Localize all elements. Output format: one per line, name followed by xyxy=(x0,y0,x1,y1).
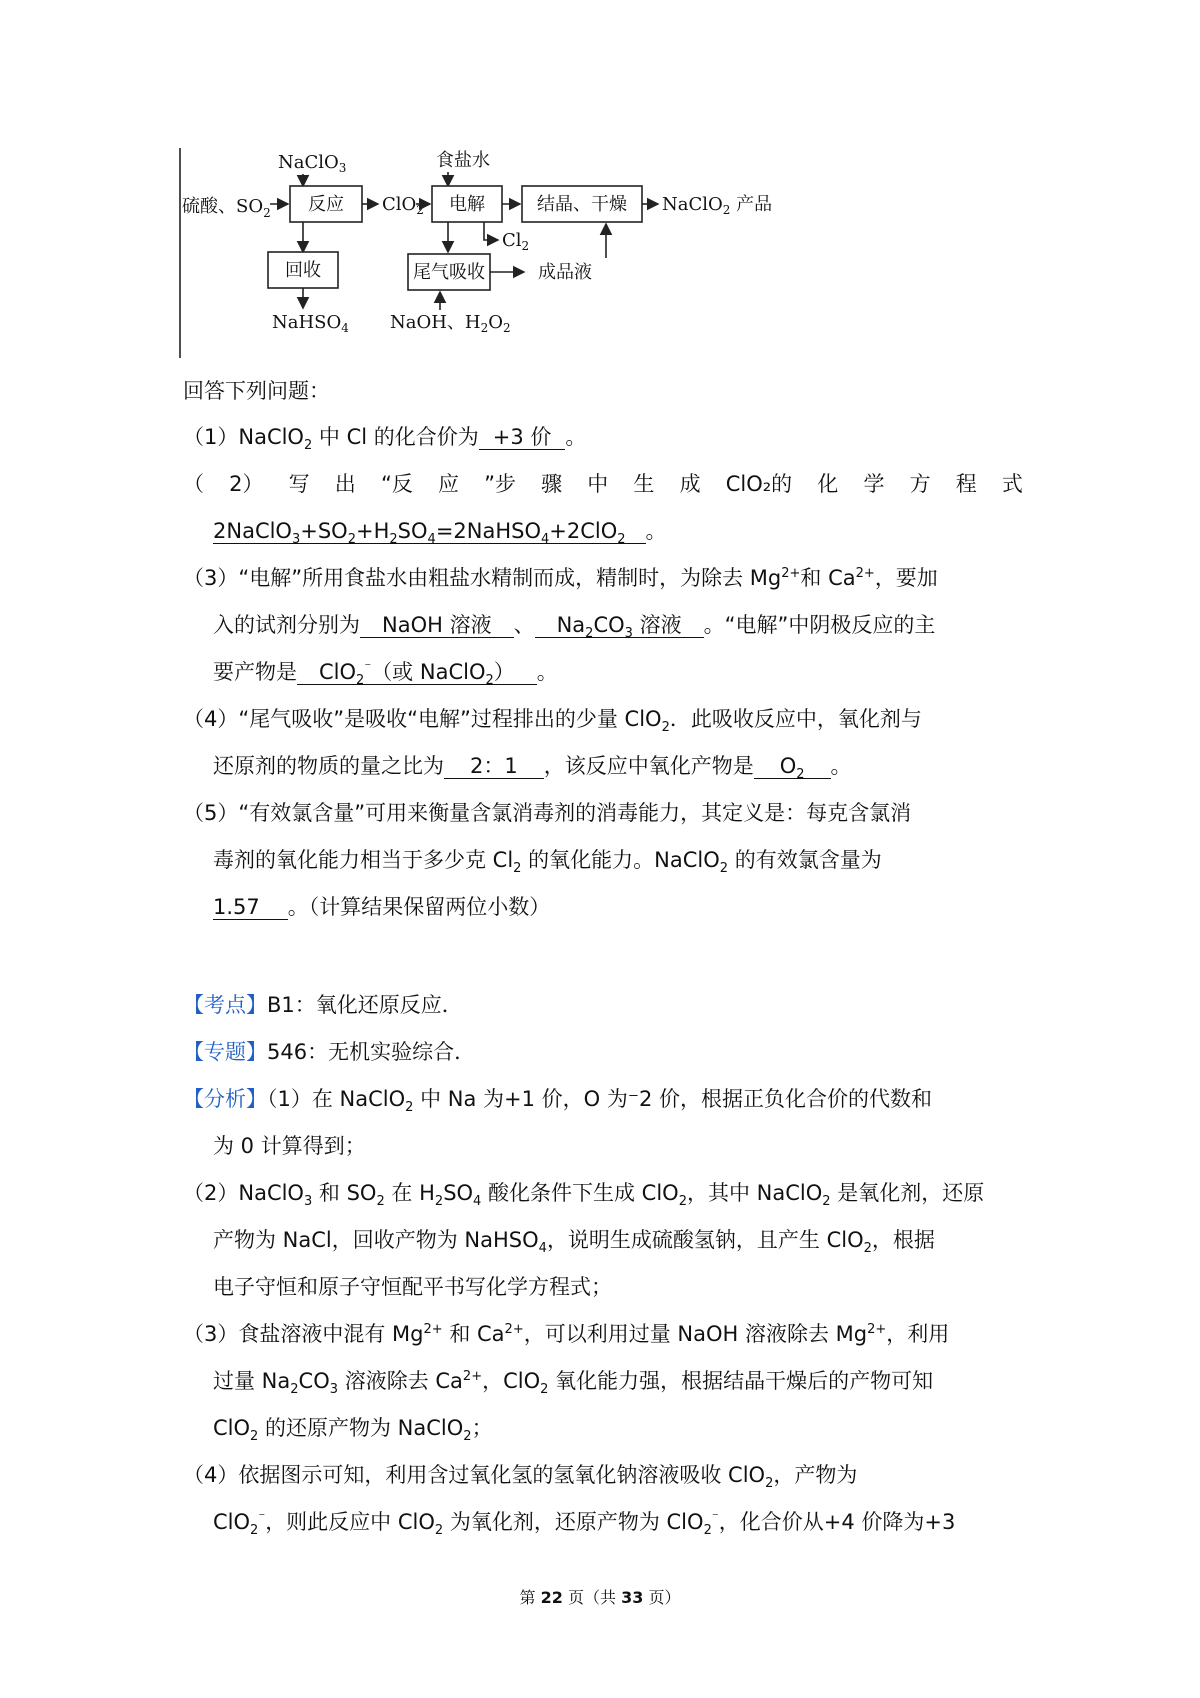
fenxi-line-1: 【分析】（1）在 NaClO$_2$ 中 Na 为+1 价，O 为⁻2 价，根据正负化合价的代数和 xyxy=(183,1087,932,1116)
answer-3c: ClO$_2$⁻（或 NaClO$_2$） xyxy=(297,660,537,685)
question-1: （1）NaClO$_2$ 中 Cl 的化合价为 +3 价 。 xyxy=(183,425,587,454)
kaodian-tag: 【考点】 xyxy=(183,993,267,1017)
zhuanti-line: 【专题】546：无机实验综合． xyxy=(183,1040,476,1064)
question-3-line-3: 要产物是 ClO$_2$⁻（或 NaClO$_2$） 。 xyxy=(213,660,558,689)
answer-3a: NaOH 溶液 xyxy=(360,613,514,638)
question-4-line-2: 还原剂的物质的量之比为 2：1 ，该反应中氧化产物是 $O_2$ 。 xyxy=(213,754,852,783)
answer-4a: 2：1 xyxy=(444,754,544,779)
question-3-line-2: 入的试剂分别为 NaOH 溶液 、 $Na_2CO_3$ 溶液 。“电解”中阴极反应的主 xyxy=(213,613,936,642)
question-2-answer-line: $2NaClO_3+SO_2+H_2SO_4=2NaHSO_4+2ClO_2$ 。 xyxy=(213,519,667,548)
question-5-line-1: （5）“有效氯含量”可用来衡量含氯消毒剂的消毒能力，其定义是：每克含氯消 xyxy=(183,801,912,825)
q2-char: ”步 xyxy=(484,472,516,496)
clo2-label: ClO$_2$ xyxy=(382,194,424,217)
finished-liquid-label: 成品液 xyxy=(538,262,592,283)
page-footer: 第 22 页（共 33 页） xyxy=(519,1588,681,1607)
naoh-h2o2-label: NaOH、$H_2O_2$ xyxy=(390,312,511,335)
q2-char: 应 xyxy=(437,472,459,496)
analysis-4-line-1: （4）依据图示可知，利用含过氧化氢的氢氧化钠溶液吸收 ClO$_2$，产物为 xyxy=(183,1463,858,1492)
q2-char: 写 xyxy=(288,472,310,496)
q2-char: （ xyxy=(183,472,204,496)
analysis-2-line-2: 产物为 NaCl，回收产物为 NaHSO$_4$，说明生成硫酸氢钠，且产生 ClO$_2$，根据 xyxy=(213,1228,935,1257)
kaodian-line: 【考点】B1：氧化还原反应． xyxy=(183,993,463,1017)
analysis-2-line-1: （2）NaClO$_3$ 和 $SO_2$ 在 $H_2SO_4$ 酸化条件下生成 ClO$_2$，其中 NaClO$_2$ 是氧化剂，还原 xyxy=(183,1181,985,1210)
box-tail-gas-label: 尾气吸收 xyxy=(413,262,485,283)
q2-char: 中 xyxy=(587,472,609,496)
salt-water-label: 食盐水 xyxy=(436,150,490,171)
answer-4b: $O_2$ xyxy=(754,754,831,779)
box-reaction-label: 反应 xyxy=(308,194,344,215)
intro-text: 回答下列问题： xyxy=(183,379,330,403)
analysis-3-line-3: ClO$_2$ 的还原产物为 NaClO$_2$； xyxy=(213,1416,493,1445)
fenxi-line-2: 为 0 计算得到； xyxy=(213,1134,366,1158)
box-recovery-label: 回收 xyxy=(285,260,321,281)
q2-char: 骤 xyxy=(541,472,563,496)
product-label: NaClO$_2$ 产品 xyxy=(662,194,773,217)
question-3-line-1: （3）“电解”所用食盐水由粗盐水精制而成，精制时，为除去 $Mg^{2+}$和 $Ca^{2+}$，要加 xyxy=(183,566,938,590)
q2-char: 程 xyxy=(955,472,977,496)
question-2-line-1 xyxy=(183,461,1023,508)
process-flow-diagram xyxy=(178,148,838,358)
q2-char: 化 xyxy=(817,472,839,496)
question-5-line-2: 毒剂的氧化能力相当于多少克 $Cl_2$ 的氧化能力。NaClO$_2$ 的有效氯含量为 xyxy=(213,848,882,877)
analysis-2-line-3: 电子守恒和原子守恒配平书写化学方程式； xyxy=(213,1275,612,1299)
answer-3b: $Na_2CO_3$ 溶液 xyxy=(535,613,704,638)
box-crystallization-label: 结晶、干燥 xyxy=(537,194,627,215)
question-4-line-1: （4）“尾气吸收”是吸收“电解”过程排出的少量 ClO$_2$．此吸收反应中，氧化剂与 xyxy=(183,707,922,736)
box-electrolysis-label: 电解 xyxy=(449,194,485,215)
analysis-4-line-2: ClO$_2$⁻，则此反应中 ClO$_2$ 为氧化剂，还原产物为 ClO$_2$⁻，化合价从+4 价降为+3 xyxy=(213,1510,956,1539)
zhuanti-tag: 【专题】 xyxy=(183,1040,267,1064)
page-total: 33 xyxy=(621,1588,644,1607)
q2-char: 式 xyxy=(1001,472,1023,496)
q2-char: ClO₂的 xyxy=(725,472,793,496)
fenxi-tag: 【分析】 xyxy=(183,1087,267,1111)
q2-char: “反 xyxy=(380,472,413,496)
reactant-in-label: 硫酸、$SO_2$ xyxy=(182,196,271,220)
q2-char: 出 xyxy=(334,472,356,496)
q2-char: 方 xyxy=(909,472,931,496)
analysis-3-line-2: 过量 $Na_2CO_3$ 溶液除去 $Ca^{2+}$，ClO$_2$ 氧化能力强，根据结晶干燥后的产物可知 xyxy=(213,1369,934,1398)
q2-char: 生 xyxy=(633,472,655,496)
nahso4-label: NaHSO$_4$ xyxy=(272,312,349,335)
analysis-3-line-1: （3）食盐溶液中混有 $Mg^{2+}$ 和 $Ca^{2+}$，可以利用过量 NaOH 溶液除去 $Mg^{2+}$，利用 xyxy=(183,1322,950,1346)
q2-char: 2） xyxy=(229,472,264,496)
page-number: 22 xyxy=(540,1588,563,1607)
cl2-label: $Cl_2$ xyxy=(502,230,530,253)
q2-char: 成 xyxy=(679,472,701,496)
q2-char: 学 xyxy=(863,472,885,496)
question-5-line-3: 1.57 。（计算结果保留两位小数） xyxy=(213,895,551,919)
answer-1: +3 价 xyxy=(479,425,566,450)
answer-2-equation: $2NaClO_3+SO_2+H_2SO_4=2NaHSO_4+2ClO_2$ xyxy=(213,519,646,544)
naclo3-label: NaClO$_3$ xyxy=(278,152,347,175)
answer-5: 1.57 xyxy=(213,895,288,920)
